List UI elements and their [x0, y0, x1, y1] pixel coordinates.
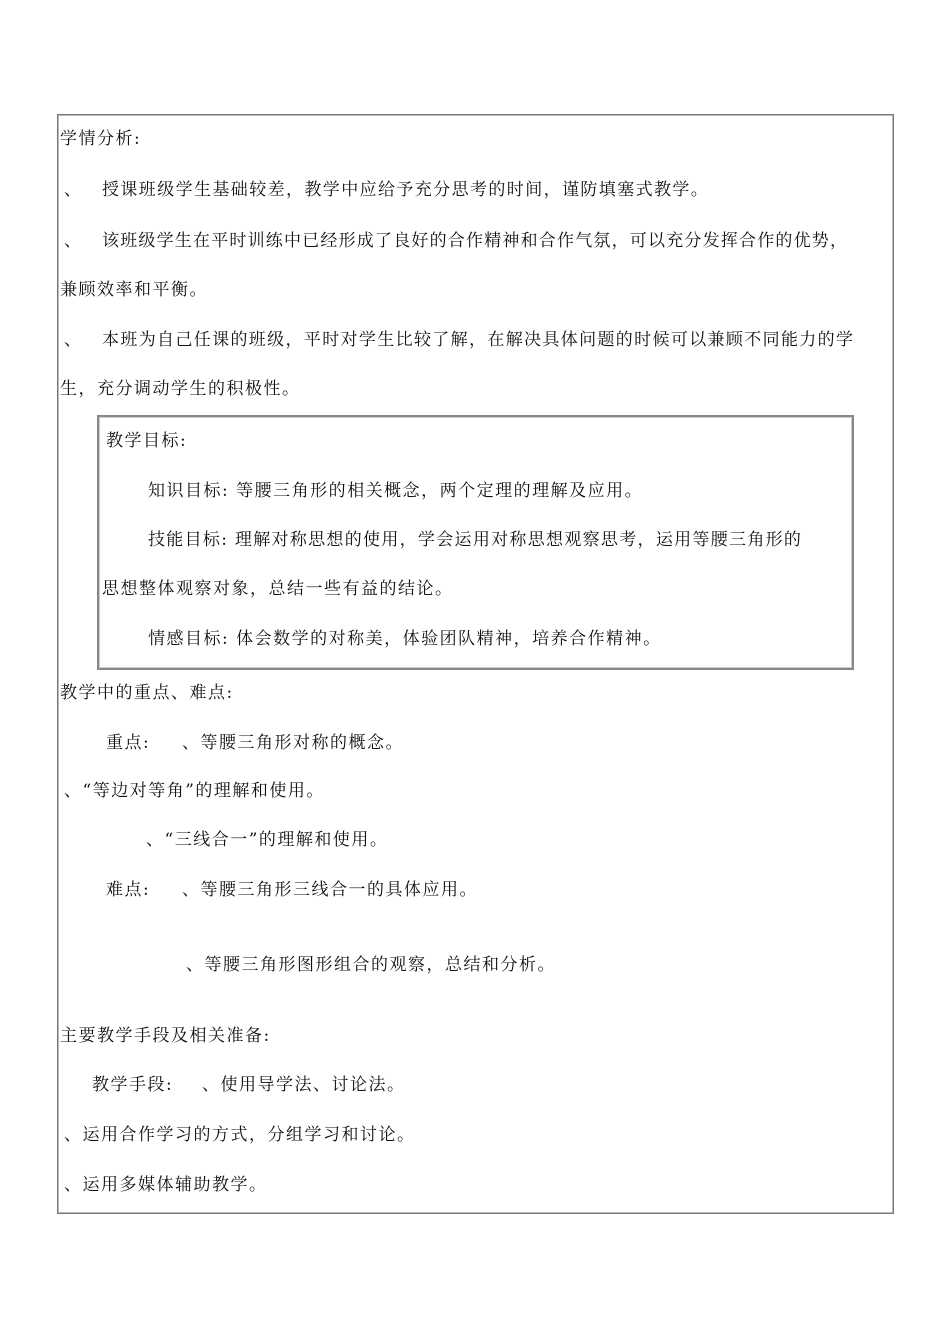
learning-item-2-line-1: 该班级学生在平时训练中已经形成了良好的合作精神和合作气氛，可以充分发挥合作的优势，	[102, 231, 849, 251]
method-item-1: 、使用导学法、讨论法。	[202, 1075, 406, 1095]
methods-title: 主要教学手段及相关准备:	[60, 1026, 271, 1046]
learning-item-2-line-2: 兼顾效率和平衡。	[60, 280, 208, 300]
key-points-title: 教学中的重点、难点:	[60, 683, 234, 703]
difficulty-label: 难点:	[106, 880, 151, 900]
method-item-3: 、运用多媒体辅助教学。	[64, 1175, 268, 1195]
key-item-1: 、等腰三角形对称的概念。	[182, 733, 404, 753]
learning-analysis-title: 学情分析:	[60, 129, 142, 149]
key-item-2: 、“等边对等角”的理解和使用。	[64, 781, 325, 801]
method-item-2: 、运用合作学习的方式，分组学习和讨论。	[64, 1125, 416, 1145]
learning-item-3-line-1: 本班为自己任课的班级，平时对学生比较了解，在解决具体问题的时候可以兼顾不同能力的学	[102, 330, 855, 350]
skill-goal-line-2: 思想整体观察对象，总结一些有益的结论。	[102, 579, 454, 599]
key-label: 重点:	[106, 733, 151, 753]
learning-item-3-mark: 、	[64, 330, 83, 350]
methods-label: 教学手段:	[92, 1075, 174, 1095]
knowledge-goal: 知识目标: 等腰三角形的相关概念，两个定理的理解及应用。	[148, 481, 644, 501]
learning-item-2-mark: 、	[64, 231, 83, 251]
skill-goal-line-1: 技能目标: 理解对称思想的使用，学会运用对称思想观察思考，运用等腰三角形的	[148, 530, 803, 550]
teaching-goals-title: 教学目标:	[106, 431, 188, 451]
learning-item-3-line-2: 生，充分调动学生的积极性。	[60, 379, 301, 399]
learning-item-1-mark: 、	[64, 180, 83, 200]
key-item-3: 、“三线合一”的理解和使用。	[146, 830, 389, 850]
learning-item-1-text: 授课班级学生基础较差，教学中应给予充分思考的时间，谨防填塞式教学。	[102, 180, 710, 200]
difficulty-item-2: 、等腰三角形图形组合的观察，总结和分析。	[186, 955, 556, 975]
emotion-goal: 情感目标: 体会数学的对称美，体验团队精神，培养合作精神。	[148, 629, 662, 649]
difficulty-item-1: 、等腰三角形三线合一的具体应用。	[182, 880, 478, 900]
